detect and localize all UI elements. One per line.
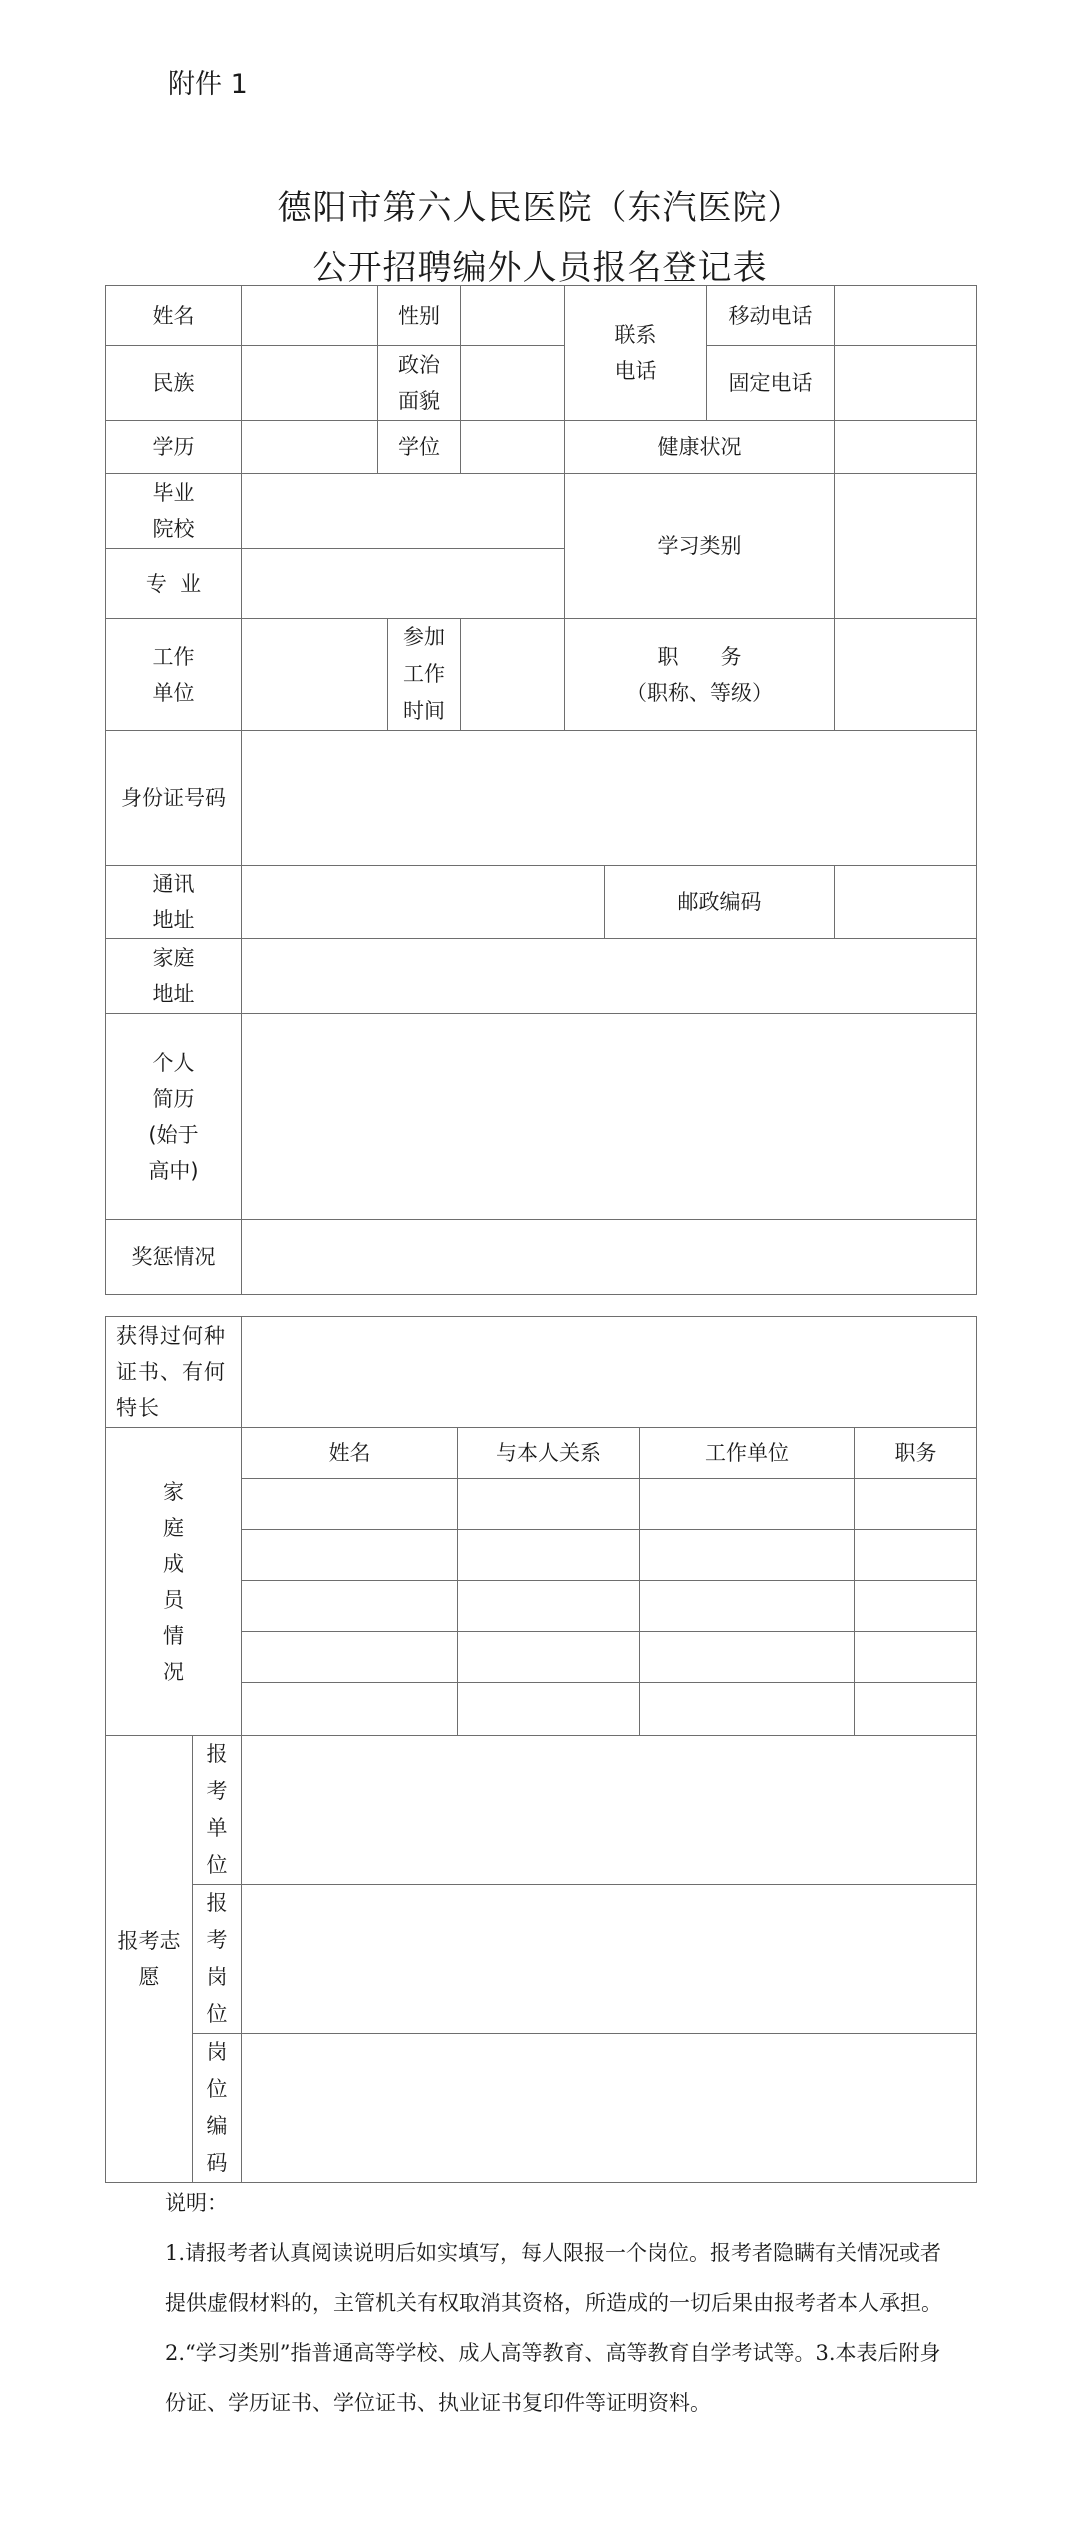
position-label: 职 务 （职称、等级） <box>565 619 835 731</box>
resume-label: 个人 简历 (始于 高中) <box>106 1014 242 1220</box>
ethnicity-label: 民族 <box>106 346 242 421</box>
political-field[interactable] <box>461 346 565 421</box>
form-title-line1: 德阳市第六人民医院（东汽医院） <box>277 188 803 228</box>
family-cell[interactable] <box>242 1581 458 1632</box>
family-header-workplace: 工作单位 <box>640 1428 855 1479</box>
education-label: 学历 <box>106 421 242 474</box>
degree-field[interactable] <box>461 421 565 474</box>
name-label: 姓名 <box>106 286 242 346</box>
family-cell[interactable] <box>640 1530 855 1581</box>
family-cell[interactable] <box>458 1581 640 1632</box>
study-type-field[interactable] <box>835 474 977 619</box>
family-cell[interactable] <box>640 1479 855 1530</box>
ethnicity-field[interactable] <box>242 346 378 421</box>
family-cell[interactable] <box>855 1479 977 1530</box>
application-label: 报考志 愿 <box>106 1736 193 2183</box>
mobile-label: 移动电话 <box>707 286 835 346</box>
note-item-1: 1.请报考者认真阅读说明后如实填写，每人限报一个岗位。报考者隐瞒有关情况或者提供虚假材料的，主管机关有权取消其资格，所造成的一切后果由报考者本人承担。 <box>165 2241 942 2315</box>
apply-unit-label: 报 考 单 位 <box>193 1736 242 1885</box>
family-header-relation: 与本人关系 <box>458 1428 640 1479</box>
form-title-line2: 公开招聘编外人员报名登记表 <box>312 248 768 288</box>
family-cell[interactable] <box>458 1683 640 1736</box>
mail-address-label: 通讯 地址 <box>106 866 242 939</box>
certificates-label: 获得过何种证书、有何特长 <box>106 1317 242 1428</box>
education-field[interactable] <box>242 421 378 474</box>
work-start-field[interactable] <box>461 619 565 731</box>
family-cell[interactable] <box>242 1530 458 1581</box>
apply-post-field[interactable] <box>242 1885 977 2034</box>
family-cell[interactable] <box>640 1581 855 1632</box>
gender-field[interactable] <box>461 286 565 346</box>
family-cell[interactable] <box>242 1683 458 1736</box>
postcode-field[interactable] <box>835 866 977 939</box>
home-address-field[interactable] <box>242 939 977 1014</box>
apply-post-label: 报 考 岗 位 <box>193 1885 242 2034</box>
family-cell[interactable] <box>458 1530 640 1581</box>
gender-label: 性别 <box>378 286 461 346</box>
family-cell[interactable] <box>855 1683 977 1736</box>
notes-body <box>165 2228 945 2428</box>
name-field[interactable] <box>242 286 378 346</box>
apply-unit-field[interactable] <box>242 1736 977 1885</box>
study-type-label: 学习类别 <box>565 474 835 619</box>
family-header-position: 职务 <box>855 1428 977 1479</box>
workplace-field[interactable] <box>242 619 388 731</box>
family-cell[interactable] <box>458 1632 640 1683</box>
family-cell[interactable] <box>242 1479 458 1530</box>
postcode-label: 邮政编码 <box>605 866 835 939</box>
mail-address-field[interactable] <box>242 866 605 939</box>
mobile-field[interactable] <box>835 286 977 346</box>
position-field[interactable] <box>835 619 977 731</box>
school-field[interactable] <box>242 474 565 549</box>
family-cell[interactable] <box>855 1632 977 1683</box>
landline-field[interactable] <box>835 346 977 421</box>
family-cell[interactable] <box>640 1632 855 1683</box>
registration-table-family <box>105 1316 977 2183</box>
rewards-field[interactable] <box>242 1220 977 1295</box>
resume-field[interactable] <box>242 1014 977 1220</box>
family-cell[interactable] <box>458 1479 640 1530</box>
degree-label: 学位 <box>378 421 461 474</box>
attachment-label: 附件 1 <box>168 69 248 100</box>
post-code-field[interactable] <box>242 2034 977 2183</box>
family-cell[interactable] <box>640 1683 855 1736</box>
major-label: 专 业 <box>106 549 242 619</box>
id-number-field[interactable] <box>242 731 977 866</box>
notes-title: 说明： <box>165 2191 228 2215</box>
family-cell[interactable] <box>242 1632 458 1683</box>
post-code-label: 岗 位 编 码 <box>193 2034 242 2183</box>
political-label: 政治 面貌 <box>378 346 461 421</box>
id-number-label: 身份证号码 <box>106 731 242 866</box>
family-label: 家 庭 成 员 情 况 <box>106 1428 242 1736</box>
health-field[interactable] <box>835 421 977 474</box>
major-field[interactable] <box>242 549 565 619</box>
workplace-label: 工作 单位 <box>106 619 242 731</box>
contact-label: 联系 电话 <box>565 286 707 421</box>
work-start-label: 参加 工作 时间 <box>388 619 461 731</box>
family-cell[interactable] <box>855 1530 977 1581</box>
home-address-label: 家庭 地址 <box>106 939 242 1014</box>
health-label: 健康状况 <box>565 421 835 474</box>
certificates-field[interactable] <box>242 1317 977 1428</box>
registration-table-main <box>105 285 977 1295</box>
note-item-2: 2.“学习类别”指普通高等学校、成人高等教育、高等教育自学考试等。3.本表后附身份证、学历证书、学位证书、执业证书复印件等证明资料。 <box>165 2341 941 2415</box>
family-cell[interactable] <box>855 1581 977 1632</box>
family-header-name: 姓名 <box>242 1428 458 1479</box>
rewards-label: 奖惩情况 <box>106 1220 242 1295</box>
landline-label: 固定电话 <box>707 346 835 421</box>
school-label: 毕业 院校 <box>106 474 242 549</box>
